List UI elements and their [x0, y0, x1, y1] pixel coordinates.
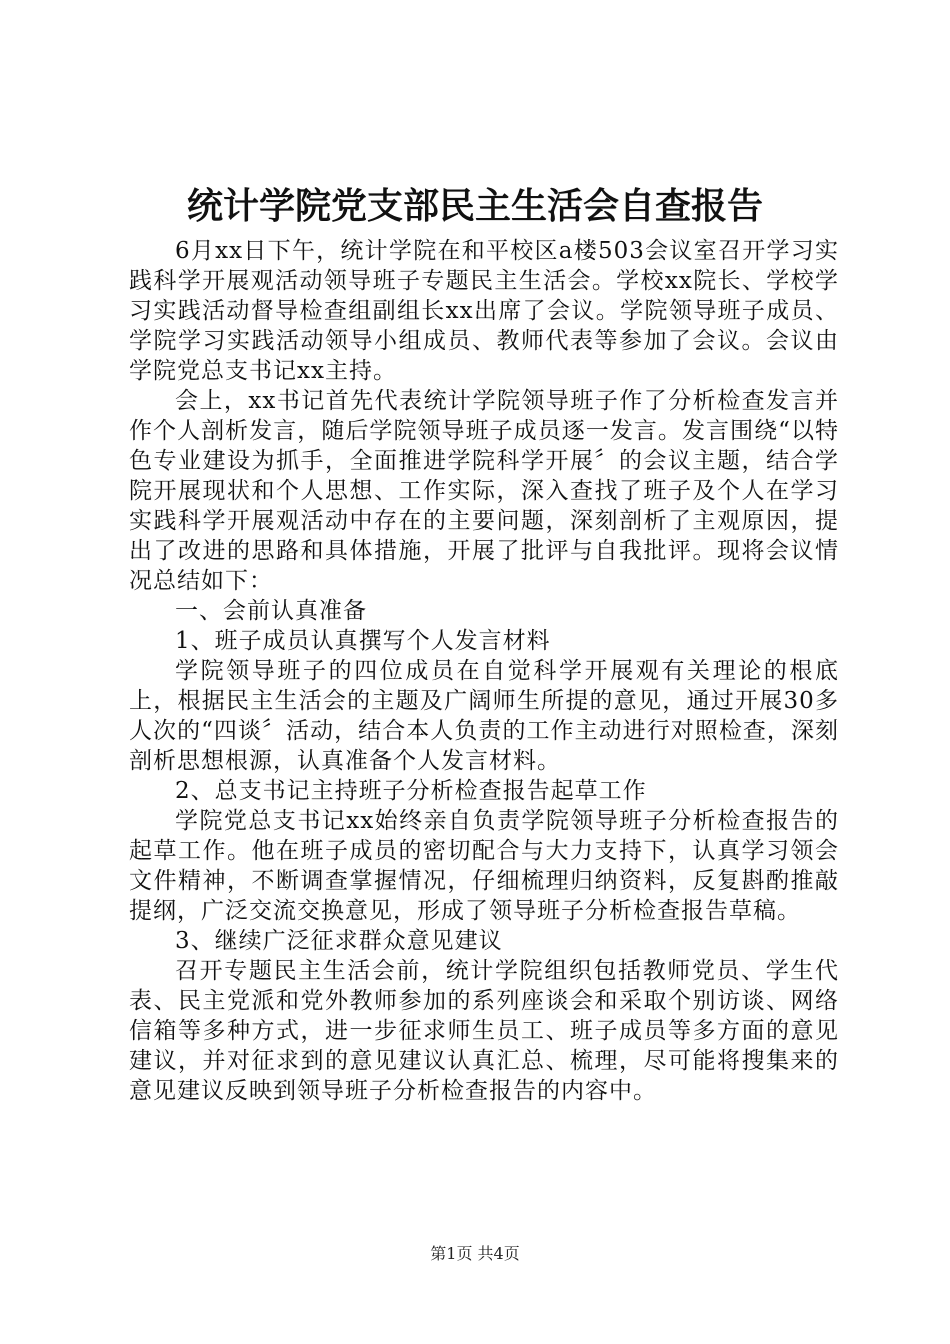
subheading-speech-materials: 1、班子成员认真撰写个人发言材料 — [175, 628, 551, 654]
document-body — [129, 236, 839, 1106]
section-heading-preparation: 一、会前认真准备 — [175, 598, 367, 624]
page-number-footer: 第1页 共4页 — [430, 1244, 520, 1263]
paragraph-speech-materials: 学院领导班子的四位成员在自觉科学开展观有关理论的根底上，根据民主生活会的主题及广阔师生所提的意见，通过开展30多人次的“四谈〞活动，结合本人负责的工作主动进行对照检查，深刻剖析思想根源，认真准备个人发言材料。 — [129, 658, 839, 774]
paragraph-meeting-intro: 6月xx日下午，统计学院在和平校区a楼503会议室召开学习实践科学开展观活动领导班子专题民主生活会。学校xx院长、学校学习实践活动督导检查组副组长xx出席了会议。学院领导班子成员、学院学习实践活动领导小组成员、教师代表等参加了会议。会议由学院党总支书记xx主持。 — [129, 238, 839, 384]
subheading-solicit-opinions: 3、继续广泛征求群众意见建议 — [175, 928, 503, 954]
subheading-report-drafting: 2、总支书记主持班子分析检查报告起草工作 — [175, 778, 647, 804]
paragraph-meeting-summary: 会上，xx书记首先代表统计学院领导班子作了分析检查发言并作个人剖析发言，随后学院领导班子成员逐一发言。发言围绕“以特色专业建设为抓手，全面推进学院科学开展〞的会议主题，结合学院开展现状和个人思想、工作实际，深入查找了班子及个人在学习实践科学开展观活动中存在的主要问题，深刻剖析了主观原因，提出了改进的思路和具体措施，开展了批评与自我批评。现将会议情况总结如下： — [129, 388, 839, 594]
document-title: 统计学院党支部民主生活会自查报告 — [186, 186, 763, 227]
paragraph-solicit-opinions: 召开专题民主生活会前，统计学院组织包括教师党员、学生代表、民主党派和党外教师参加的系列座谈会和采取个别访谈、网络信箱等多种方式，进一步征求师生员工、班子成员等多方面的意见建议，并对征求到的意见建议认真汇总、梳理，尽可能将搜集来的意见建议反映到领导班子分析检查报告的内容中。 — [129, 958, 839, 1104]
paragraph-report-drafting: 学院党总支书记xx始终亲自负责学院领导班子分析检查报告的起草工作。他在班子成员的密切配合与大力支持下，认真学习领会文件精神，不断调查掌握情况，仔细梳理归纳资料，反复斟酌推敲提纲，广泛交流交换意见，形成了领导班子分析检查报告草稿。 — [129, 808, 839, 924]
